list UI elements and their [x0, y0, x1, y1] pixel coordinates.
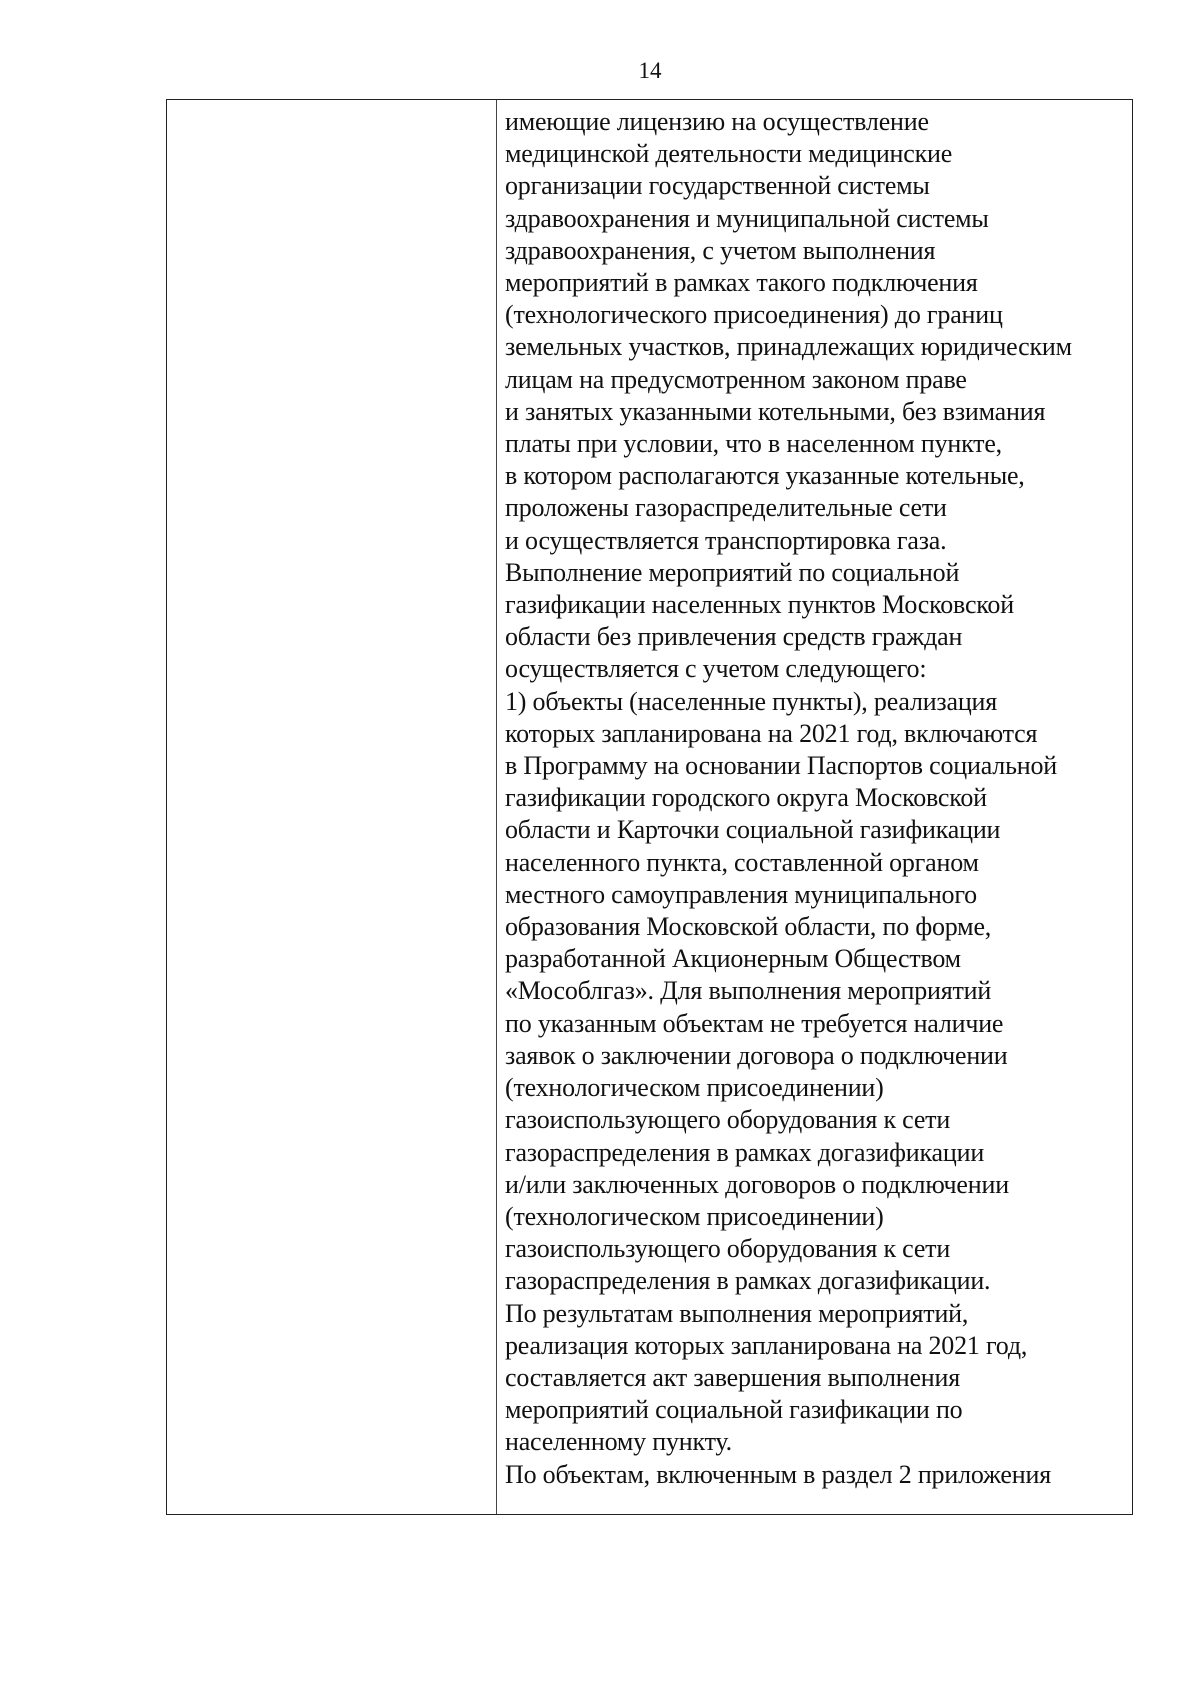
text-line: по указанным объектам не требуется наличие	[505, 1008, 1004, 1038]
text-line: образования Московской области, по форме,	[505, 912, 992, 942]
text-line: газораспределения в рамках догазификации	[505, 1137, 985, 1167]
text-line: (технологическом присоединении)	[505, 1073, 884, 1103]
text-line: составляется акт завершения выполнения	[505, 1362, 960, 1392]
text-line: 1) объекты (населенные пункты), реализация	[505, 686, 998, 716]
text-line: газораспределения в рамках догазификации.	[505, 1266, 991, 1296]
text-line: и/или заключенных договоров о подключении	[505, 1169, 1009, 1199]
text-line: газификации населенных пунктов Московской	[505, 590, 1014, 620]
text-line: медицинской деятельности медицинские	[505, 139, 953, 169]
text-line: «Мособлгаз». Для выполнения мероприятий	[505, 976, 992, 1006]
text-line: населенному пункту.	[505, 1427, 732, 1457]
text-line: здравоохранения и муниципальной системы	[505, 203, 989, 233]
text-line: в котором располагаются указанные котельные,	[505, 461, 1025, 491]
text-line: Выполнение мероприятий по социальной	[505, 557, 960, 587]
text-line: газоиспользующего оборудования к сети	[505, 1234, 951, 1264]
text-line: мероприятий социальной газификации по	[505, 1395, 963, 1425]
text-line: мероприятий в рамках такого подключения	[505, 268, 978, 298]
text-line: имеющие лицензию на осуществление	[505, 107, 929, 136]
text-line: (технологическом присоединении)	[505, 1201, 884, 1231]
page-number: 14	[638, 58, 662, 83]
text-line: газоиспользующего оборудования к сети	[505, 1105, 951, 1135]
text-line: и занятых указанными котельными, без взимания	[505, 396, 1046, 426]
text-line: лицам на предусмотренном законом праве	[505, 364, 967, 394]
document-table	[166, 99, 1133, 1515]
text-line: По объектам, включенным в раздел 2 приложения	[505, 1459, 1051, 1489]
text-line: осуществляется с учетом следующего:	[505, 654, 927, 684]
text-line: земельных участков, принадлежащих юридическим	[505, 332, 1072, 362]
text-line: населенного пункта, составленной органом	[505, 847, 979, 877]
text-line: местного самоуправления муниципального	[505, 879, 977, 909]
text-line: газификации городского округа Московской	[505, 783, 987, 813]
text-line: здравоохранения, с учетом выполнения	[505, 235, 936, 265]
text-line: платы при условии, что в населенном пункте,	[505, 429, 1002, 459]
table-cell-right	[497, 100, 1132, 1514]
table-cell-left	[167, 100, 497, 1514]
text-line: реализация которых запланирована на 2021 год,	[505, 1330, 1028, 1360]
text-line: организации государственной системы	[505, 171, 930, 201]
text-line: заявок о заключении договора о подключении	[505, 1040, 1008, 1070]
text-line: которых запланирована на 2021 год, включаются	[505, 718, 1038, 748]
text-line: в Программу на основании Паспортов социальной	[505, 751, 1057, 781]
text-line: (технологического присоединения) до границ	[505, 300, 1003, 330]
text-line: и осуществляется транспортировка газа.	[505, 525, 947, 555]
text-line: проложены газораспределительные сети	[505, 493, 947, 523]
text-line: По результатам выполнения мероприятий,	[505, 1298, 969, 1328]
text-line: области и Карточки социальной газификации	[505, 815, 1001, 845]
text-line: области без привлечения средств граждан	[505, 622, 963, 652]
text-line: разработанной Акционерным Обществом	[505, 944, 961, 974]
